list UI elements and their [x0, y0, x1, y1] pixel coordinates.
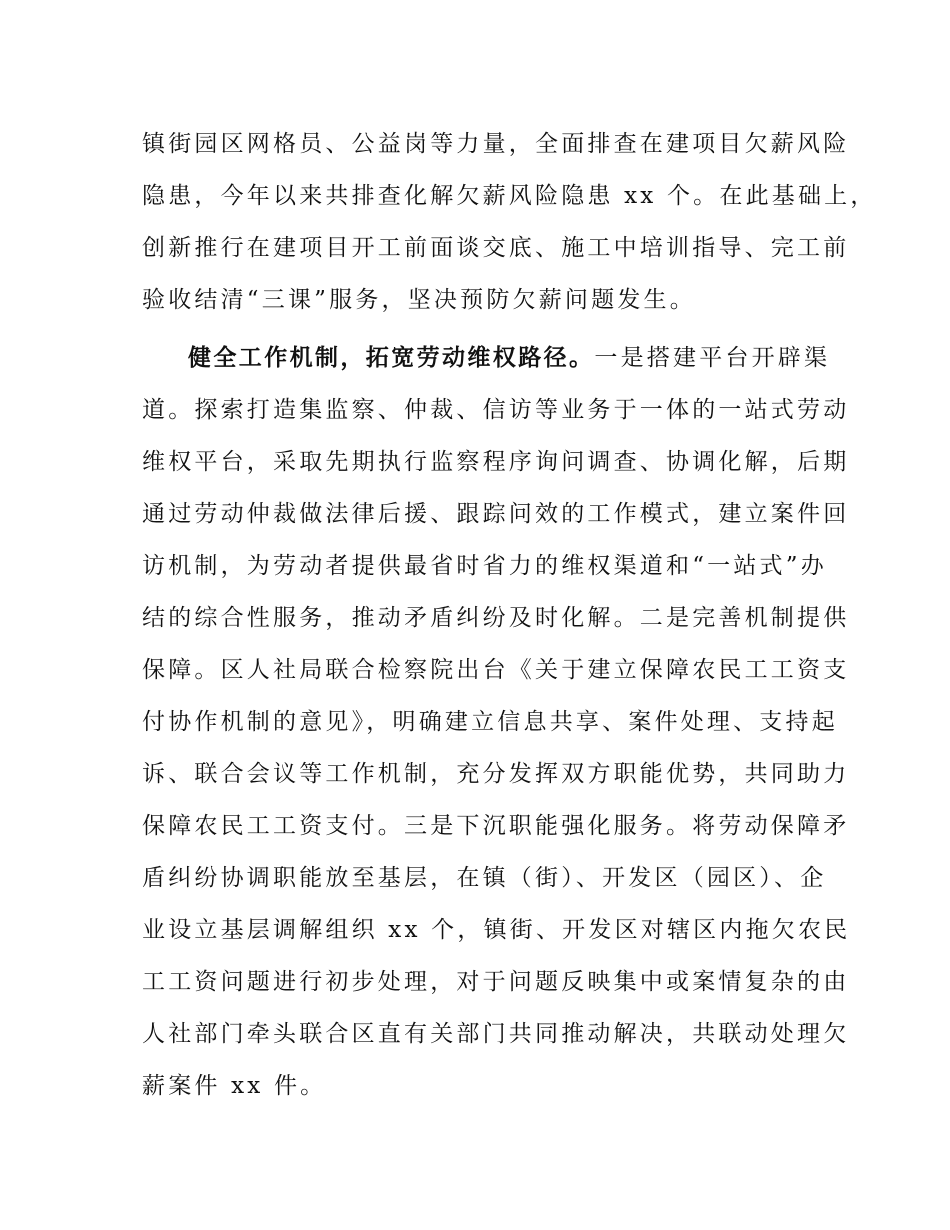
paragraph-line: 维权平台，采取先期执行监察程序询问调查、协调化解，后期	[142, 449, 850, 475]
paragraph-line: 业设立基层调解组织 xx 个，镇街、开发区对辖区内拖欠农民	[142, 917, 851, 943]
paragraph-2	[142, 332, 851, 1112]
paragraph-1	[142, 118, 877, 326]
paragraph-line: 验收结清“三课”服务，坚决预防欠薪问题发生。	[142, 287, 696, 313]
paragraph-line: 保障。区人社局联合检察院出台《关于建立保障农民工工资支	[142, 657, 850, 683]
paragraph-line: 盾纠纷协调职能放至基层，在镇（街）、开发区（园区）、企	[142, 865, 827, 891]
paragraph-first-line	[142, 332, 831, 384]
paragraph-line: 镇街园区网格员、公益岗等力量，全面排查在建项目欠薪风险	[142, 131, 850, 157]
paragraph-line: 通过劳动仲裁做法律后援、跟踪问效的工作模式，建立案件回	[142, 501, 850, 527]
paragraph-line: 付协作机制的意见》，明确建立信息共享、案件处理、支持起	[142, 709, 838, 735]
paragraph-line: 访机制，为劳动者提供最省时省力的维权渠道和“一站式”办	[142, 553, 827, 579]
paragraph-line: 人社部门牵头联合区直有关部门共同推动解决，共联动处理欠	[142, 1021, 850, 1047]
paragraph-line: 工工资问题进行初步处理，对于问题反映集中或案情复杂的由	[142, 969, 850, 995]
paragraph-line: 道。探索打造集监察、仲裁、信访等业务于一体的一站式劳动	[142, 397, 850, 423]
paragraph-line: 结的综合性服务，推动矛盾纠纷及时化解。二是完善机制提供	[142, 605, 850, 631]
paragraph-line: 隐患，今年以来共排查化解欠薪风险隐患 xx 个。在此基础上，	[142, 183, 877, 209]
paragraph-line: 创新推行在建项目开工前面谈交底、施工中培训指导、完工前	[142, 235, 850, 261]
paragraph-first-line-text: 一是搭建平台开辟渠	[594, 345, 831, 371]
paragraph-heading: 健全工作机制，拓宽劳动维权路径。	[188, 345, 595, 371]
paragraph-line: 保障农民工工资支付。三是下沉职能强化服务。将劳动保障矛	[142, 813, 850, 839]
paragraph-line: 诉、联合会议等工作机制，充分发挥双方职能优势，共同助力	[142, 761, 850, 787]
paragraph-line: 薪案件 xx 件。	[142, 1073, 327, 1099]
